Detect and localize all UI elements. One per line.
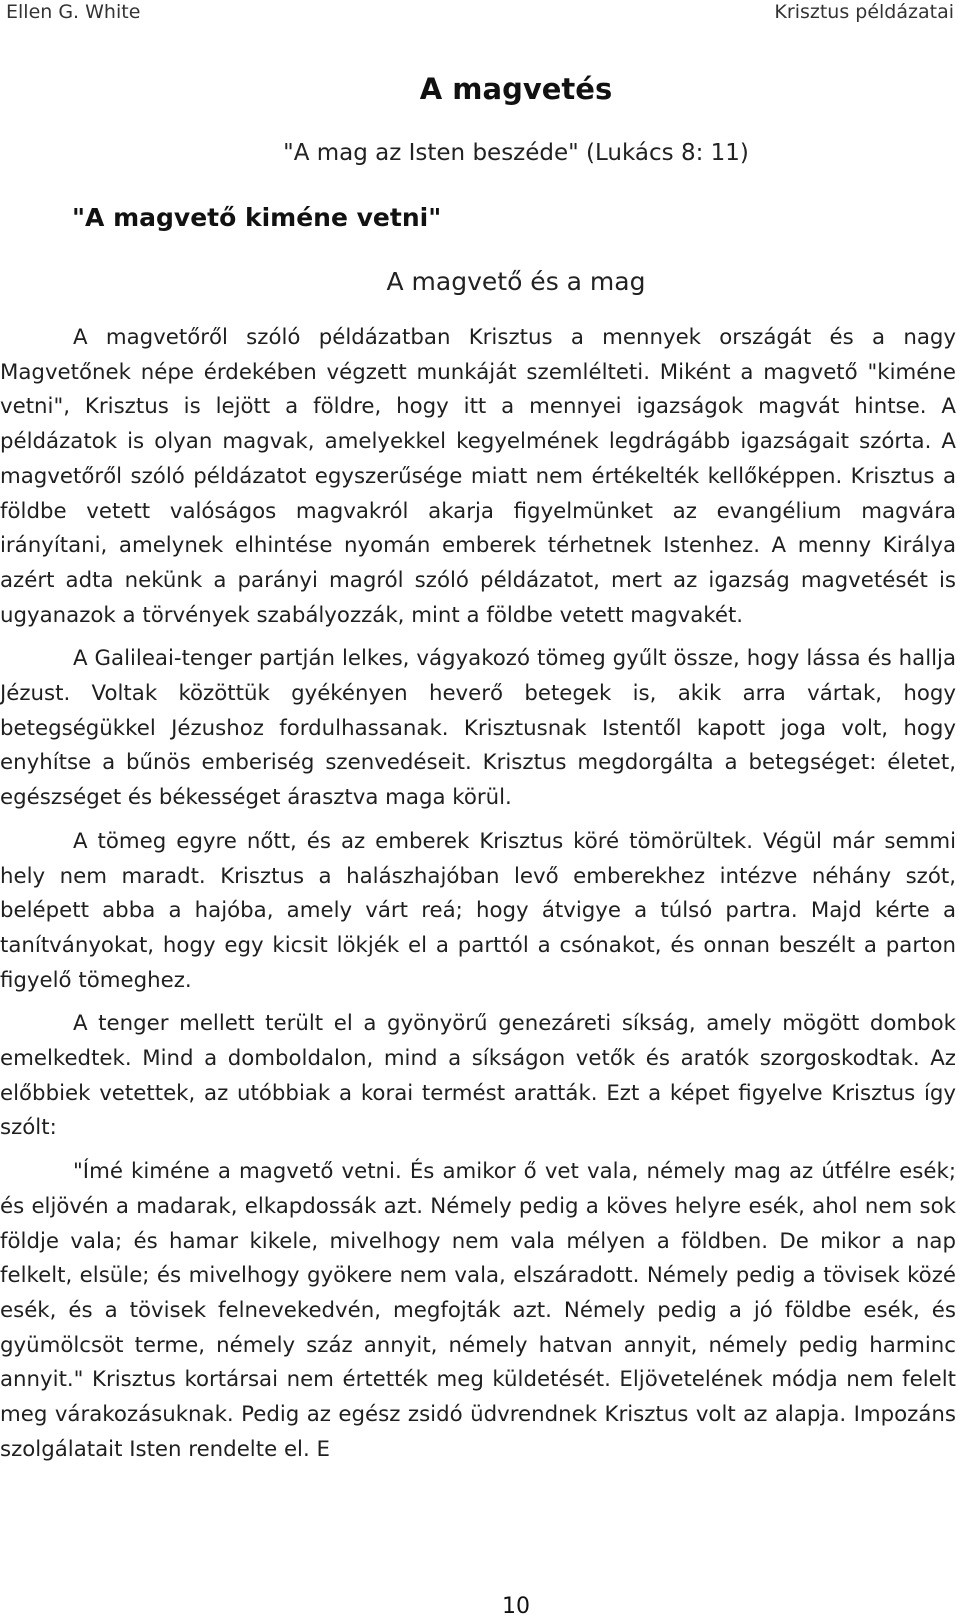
paragraph-2: A Galileai-tenger partján lelkes, vágyakozó tömeg gyűlt össze, hogy lássa és hallja Jézust. Voltak közöttük gyékényen heverő betegek is, akik arra vártak, hogy betegségükkel Jézushoz fordulhassanak. Krisztusnak Istentől kapott joga volt, hogy enyhítse a bűnös emberiség szenvedéseit. Krisztus megdorgálta a betegséget: életet, egészséget és békességet árasztva maga körül. — [0, 646, 956, 811]
body-text — [0, 321, 956, 1477]
page-number: 10 — [502, 1594, 530, 1619]
running-header-book-title: Krisztus példázatai — [774, 1, 954, 23]
running-header-author: Ellen G. White — [6, 1, 141, 23]
paragraph-3: A tömeg egyre nőtt, és az emberek Krisztus köré tömörültek. Végül már semmi hely nem maradt. Krisztus a halászhajóban levő emberekhez intézve néhány szót, belépett abba a hajóba, amely várt reá; hogy átvigye a túlsó partra. Majd kérte a tanítványokat, hogy egy kicsit lökjék el a parttól a csónakot, és onnan beszélt a parton figyelő tömeghez. — [0, 828, 956, 993]
paragraph-5: "Ímé kiméne a magvető vetni. És amikor ő vet vala, némely mag az útfélre esék; és eljövén a madarak, elkapdossák azt. Némely pedig a köves helyre esék, ahol nem sok földje vala; és hamar kikele, mivelhogy nem vala mélyen a földben. De mikor a nap felkelt, elsüle; és mivelhogy gyökere nem vala, elszáradott. Némely pedig a tövisek közé esék, és a tövisek felnevekedvén, megfojták azt. Némely pedig a jó földbe esék, és gyümölcsöt terme, némely száz annyit, némely hatvan annyit, némely pedig harminc annyit." Krisztus kortársai nem értették meg küldetését. Eljövetelének módja nem felelt meg várakozásuknak. Pedig az egész zsidó üdvrendnek Krisztus volt az alapja. Impozáns szolgálatait Isten rendelte el. E — [0, 1159, 956, 1462]
chapter-epigraph: "A mag az Isten beszéde" (Lukács 8: 11) — [283, 140, 749, 166]
subsection-title: A magvető és a mag — [386, 267, 646, 296]
chapter-title: A magvetés — [419, 72, 613, 106]
paragraph-1: A magvetőről szóló példázatban Krisztus a mennyek országát és a nagy Magvetőnek népe érdekében végzett munkáját szemlélteti. Miként a magvető "kiméne vetni", Krisztus is lejött a földre, hogy itt a mennyei igazságok magvát hintse. A példázatok is olyan magvak, amelyekkel kegyelmének legdrágább igazságait szórta. A magvetőről szóló példázatot egyszerűsége miatt nem értékelték kellőképpen. Krisztus a földbe vetett valóságos magvakról akarja figyelmünket az evangélium magvára irányítani, amelynek elhintése nyomán emberek térhetnek Istenhez. A menny Királya azért adta nekünk a parányi magról szóló példázatot, mert az igazság magvetését is ugyanazok a törvények szabályozzák, mint a földbe vetett magvakét. — [0, 325, 956, 628]
section-title: "A magvető kiméne vetni" — [72, 203, 442, 232]
paragraph-4: A tenger mellett terült el a gyönyörű genezáreti síkság, amely mögött dombok emelkedtek. Mind a domboldalon, mind a síkságon vetők és aratók szorgoskodtak. Az előbbiek vetettek, az utóbbiak a korai termést aratták. Ezt a képet figyelve Krisztus így szólt: — [0, 1011, 956, 1141]
